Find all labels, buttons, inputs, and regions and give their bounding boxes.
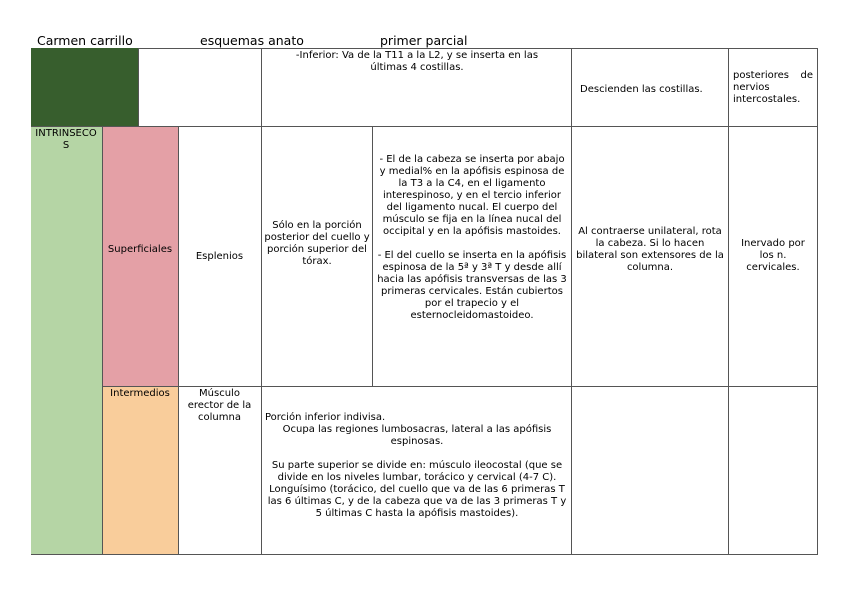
document-subject: esquemas anato xyxy=(200,33,304,48)
insertion-neck-text: - El del cuello se inserta en la apófisis espinosa de la 5ª y 3ª T y desde allí hacia las apófisis transversas de las 3 primeras cervicales. Están cubiertos por el trapecio y el esternocleidomastoideo. xyxy=(377,250,567,321)
dark-green-block xyxy=(31,48,139,126)
grid-line xyxy=(31,126,818,127)
grid-line xyxy=(102,126,103,554)
grid-line xyxy=(31,554,818,555)
intermedios-desc-para2: Su parte superior se divide en: músculo ileocostal (que se divide en los niveles lumbar, torácico y cervical (4-7 C). Longuísimo (torácico, del cuello que va de las 6 primeras T las 6 últimas C, y de la cabeza que va de las 3 primeras T y 5 últimas C hasta la apófisis mastoides). xyxy=(267,460,567,519)
intermedios-desc-line1: Porción inferior indivisa. xyxy=(265,412,386,423)
superficiales-action: Al contraerse unilateral, rota la cabeza. Si lo hacen bilateral son extensores de la columna. xyxy=(576,226,724,273)
author-name: Carmen carrillo xyxy=(37,33,133,48)
grid-line xyxy=(138,48,139,126)
insertion-head-text: - El de la cabeza se inserta por abajo y medial% en la apófisis espinosa de la T3 a la C4, en el ligamento interespinoso, y en el tercio inferior del ligamento nucal. El cuerpo del músculo se fija en la línea nucal del occipital y en la apófisis mastoides. xyxy=(379,154,565,237)
superficiales-muscle: Esplenios xyxy=(195,251,244,262)
top-insertion-text: -Inferior: Va de la T11 a la L2, y se inserta en las últimas 4 costillas. xyxy=(295,50,539,73)
superficiales-label: Superficiales xyxy=(107,244,173,255)
superficiales-innervation: Inervado por los n. cervicales. xyxy=(741,238,805,273)
grid-line xyxy=(571,48,572,554)
exam-label: primer parcial xyxy=(380,33,468,48)
intermedios-label: Intermedios xyxy=(110,388,170,399)
grid-line xyxy=(728,48,729,554)
grid-line xyxy=(138,48,818,49)
intermedios-bg xyxy=(102,386,178,554)
top-innervation-text: posteriores de nervios intercostales. xyxy=(733,70,813,105)
superficiales-insertion xyxy=(375,154,569,322)
grid-line xyxy=(102,386,818,387)
grid-line xyxy=(261,48,262,554)
superficiales-bg xyxy=(102,126,178,386)
intrinsecos-label: INTRINSECOS xyxy=(35,128,97,151)
grid-line xyxy=(372,126,373,386)
intermedios-description xyxy=(265,412,569,520)
intermedios-muscle: Músculo erector de la columna xyxy=(187,388,252,423)
top-action-text: Descienden las costillas. xyxy=(580,84,703,95)
superficiales-location: Sólo en la porción posterior del cuello y porción superior del tórax. xyxy=(264,220,370,267)
intrinsecos-column xyxy=(31,126,102,554)
intermedios-desc-line2: Ocupa las regiones lumbosacras, lateral a las apófisis espinosas. xyxy=(282,424,552,447)
grid-line xyxy=(817,48,818,555)
grid-line xyxy=(178,126,179,554)
